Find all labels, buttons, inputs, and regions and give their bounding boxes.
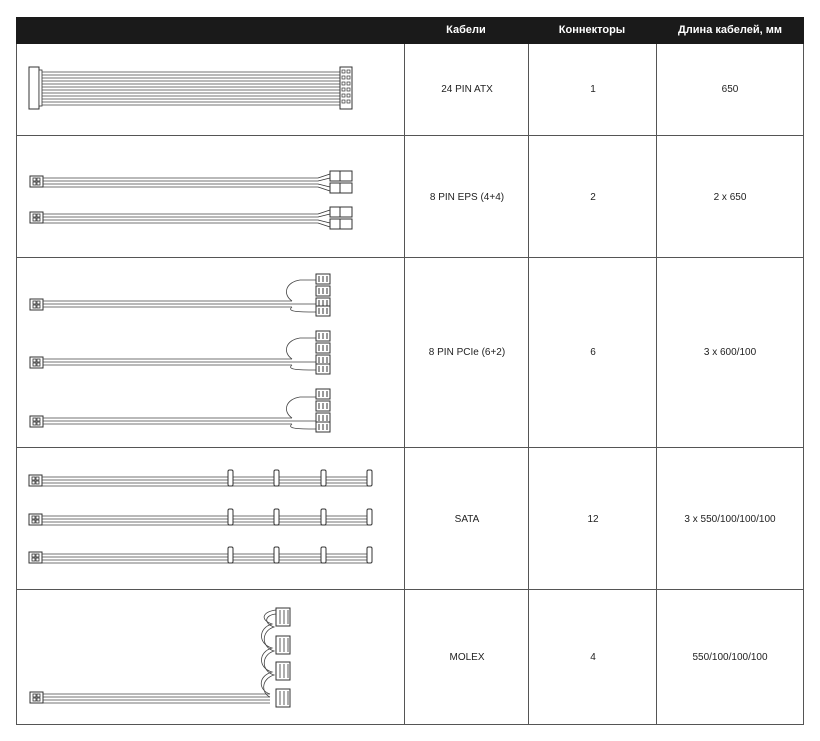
cell-connectors: 4 [590, 652, 596, 663]
pcie-cable-icon [30, 389, 330, 432]
cell-length: 650 [721, 84, 739, 95]
cell-cable-name: 8 PIN PCIe (6+2) [428, 347, 506, 358]
cell-length: 2 x 650 [713, 192, 747, 203]
cell-cable-name: 24 PIN ATX [441, 84, 493, 95]
cell-connectors: 1 [590, 84, 596, 95]
sata-cable-icon [29, 547, 372, 563]
sata-cable-icon [29, 509, 372, 525]
cell-length: 3 x 550/100/100/100 [684, 514, 776, 525]
header-connectors: Коннекторы [558, 24, 626, 36]
header-cables: Кабели [446, 24, 486, 36]
eps-cable-icon [30, 171, 352, 193]
cell-connectors: 2 [590, 192, 596, 203]
pcie-cable-icon [30, 331, 330, 374]
atx-24pin-cable-icon [29, 67, 352, 109]
cell-connectors: 6 [590, 347, 596, 358]
pcie-cable-icon [30, 274, 330, 316]
cell-length: 3 x 600/100 [703, 347, 757, 358]
eps-cable-icon [30, 207, 352, 229]
sata-cable-icon [29, 470, 372, 486]
molex-cable-icon [30, 608, 290, 707]
cell-cable-name: SATA [454, 514, 480, 525]
cell-cable-name: 8 PIN EPS (4+4) [429, 192, 505, 203]
header-length: Длина кабелей, мм [677, 24, 783, 36]
cell-connectors: 12 [587, 514, 599, 525]
cell-length: 550/100/100/100 [692, 652, 768, 663]
cell-cable-name: MOLEX [449, 652, 485, 663]
